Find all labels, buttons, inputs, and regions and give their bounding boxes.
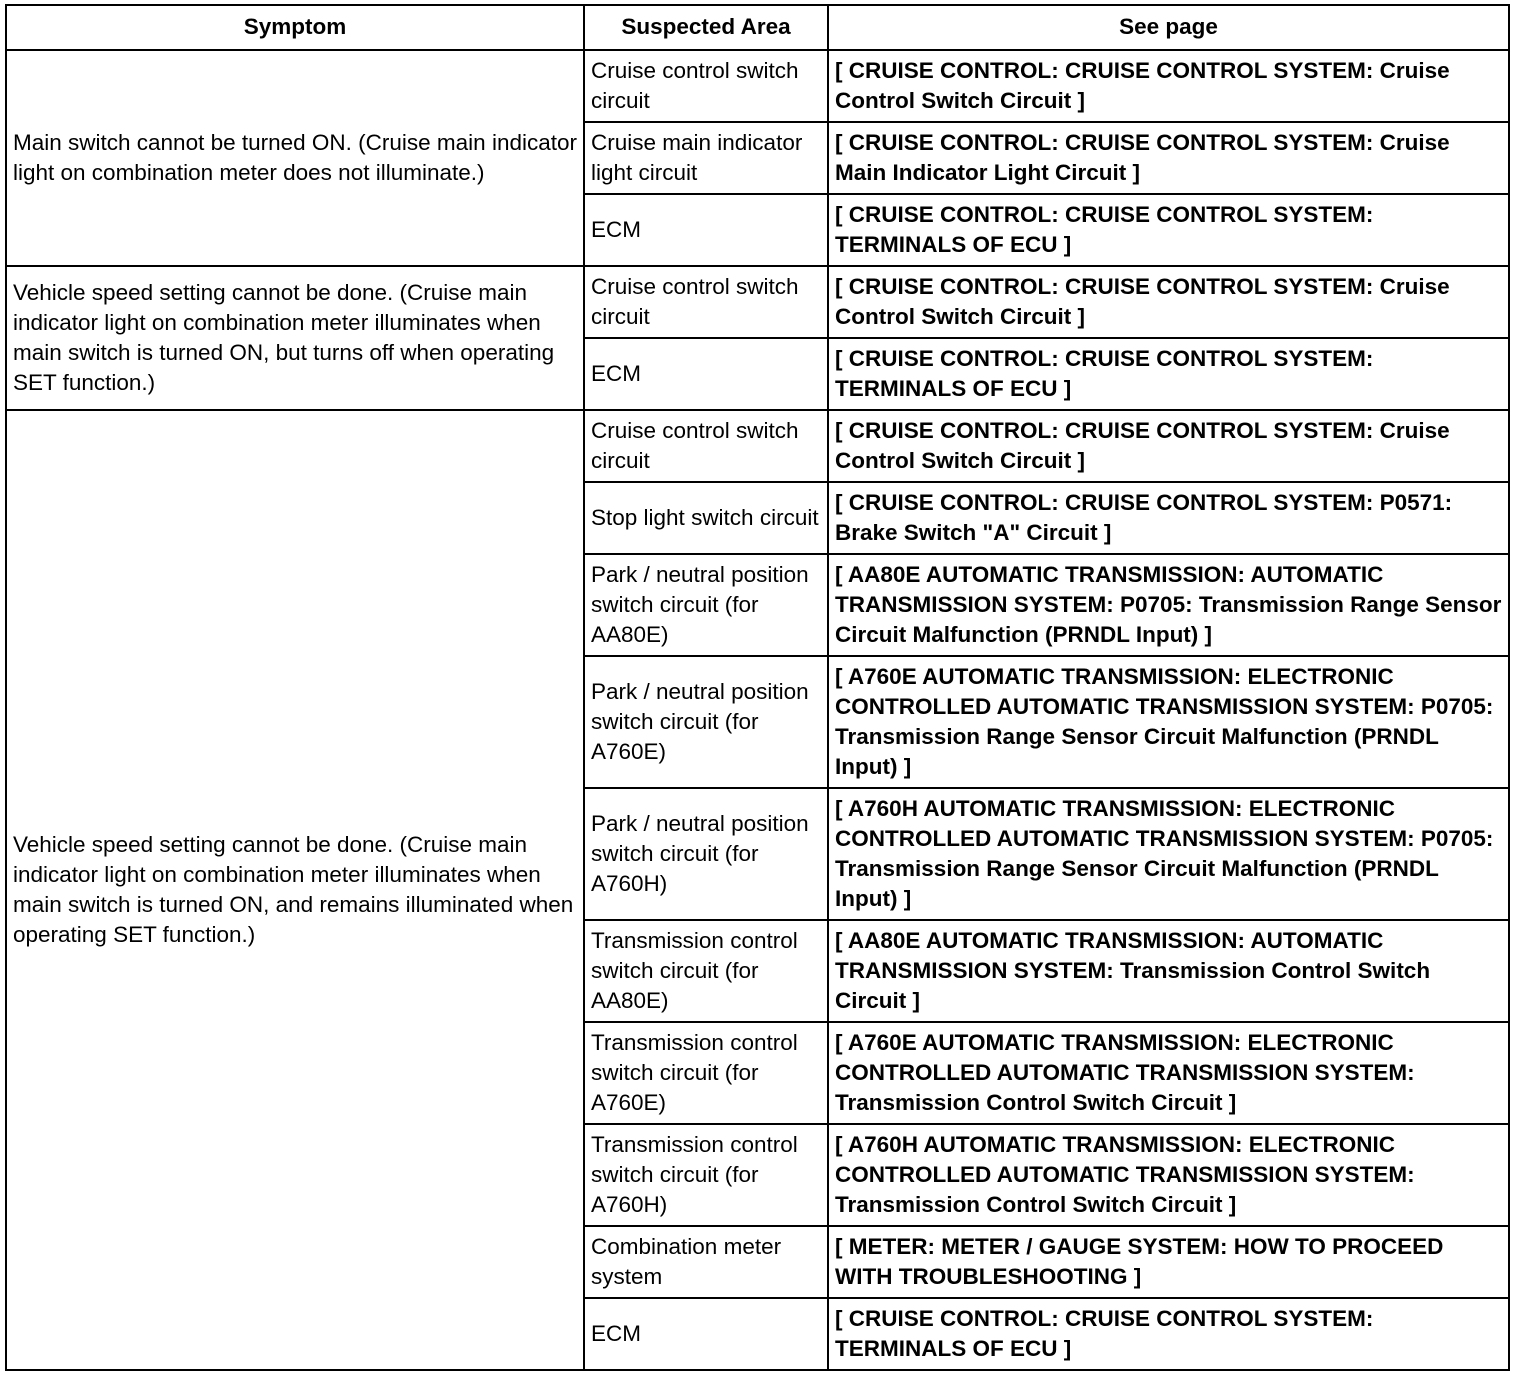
symptom-table [5,4,1510,1371]
see-page-reference: [ CRUISE CONTROL: CRUISE CONTROL SYSTEM: Cruise Main Indicator Light Circuit ] [828,122,1509,194]
suspected-area-cell: Transmission control switch circuit (for A760H) [584,1124,828,1226]
see-page-reference: [ CRUISE CONTROL: CRUISE CONTROL SYSTEM: Cruise Control Switch Circuit ] [828,50,1509,122]
suspected-area-cell: Transmission control switch circuit (for A760E) [584,1022,828,1124]
see-page-reference: [ CRUISE CONTROL: CRUISE CONTROL SYSTEM: TERMINALS OF ECU ] [828,194,1509,266]
symptom-cell: Vehicle speed setting cannot be done. (Cruise main indicator light on combination meter illuminates when main switch is turned ON, but turns off when operating SET function.) [6,266,584,410]
suspected-area-cell: ECM [584,338,828,410]
header-symptom: Symptom [6,5,584,50]
table-row [6,410,1509,482]
symptom-cell: Vehicle speed setting cannot be done. (Cruise main indicator light on combination meter illuminates when main switch is turned ON, and remains illuminated when operating SET function.) [6,410,584,1370]
see-page-reference: [ A760H AUTOMATIC TRANSMISSION: ELECTRONIC CONTROLLED AUTOMATIC TRANSMISSION SYSTEM: Transmission Control Switch Circuit ] [828,1124,1509,1226]
table-row [6,266,1509,338]
header-suspected-area: Suspected Area [584,5,828,50]
see-page-reference: [ CRUISE CONTROL: CRUISE CONTROL SYSTEM: TERMINALS OF ECU ] [828,1298,1509,1370]
suspected-area-cell: Cruise control switch circuit [584,50,828,122]
see-page-reference: [ CRUISE CONTROL: CRUISE CONTROL SYSTEM: Cruise Control Switch Circuit ] [828,266,1509,338]
see-page-reference: [ A760H AUTOMATIC TRANSMISSION: ELECTRONIC CONTROLLED AUTOMATIC TRANSMISSION SYSTEM: P0705: Transmission Range Sensor Circuit Malfunction (PRNDL Input) ] [828,788,1509,920]
see-page-reference: [ CRUISE CONTROL: CRUISE CONTROL SYSTEM: P0571: Brake Switch "A" Circuit ] [828,482,1509,554]
header-see-page: See page [828,5,1509,50]
see-page-reference: [ A760E AUTOMATIC TRANSMISSION: ELECTRONIC CONTROLLED AUTOMATIC TRANSMISSION SYSTEM: Transmission Control Switch Circuit ] [828,1022,1509,1124]
suspected-area-cell: Combination meter system [584,1226,828,1298]
see-page-reference: [ AA80E AUTOMATIC TRANSMISSION: AUTOMATIC TRANSMISSION SYSTEM: Transmission Control Switch Circuit ] [828,920,1509,1022]
symptom-cell: Main switch cannot be turned ON. (Cruise main indicator light on combination meter does not illuminate.) [6,50,584,266]
see-page-reference: [ CRUISE CONTROL: CRUISE CONTROL SYSTEM: Cruise Control Switch Circuit ] [828,410,1509,482]
see-page-reference: [ CRUISE CONTROL: CRUISE CONTROL SYSTEM: TERMINALS OF ECU ] [828,338,1509,410]
table-row [6,50,1509,122]
see-page-reference: [ METER: METER / GAUGE SYSTEM: HOW TO PROCEED WITH TROUBLESHOOTING ] [828,1226,1509,1298]
suspected-area-cell: Cruise main indicator light circuit [584,122,828,194]
suspected-area-cell: Cruise control switch circuit [584,266,828,338]
see-page-reference: [ A760E AUTOMATIC TRANSMISSION: ELECTRONIC CONTROLLED AUTOMATIC TRANSMISSION SYSTEM: P0705: Transmission Range Sensor Circuit Malfunction (PRNDL Input) ] [828,656,1509,788]
suspected-area-cell: Park / neutral position switch circuit (for AA80E) [584,554,828,656]
see-page-reference: [ AA80E AUTOMATIC TRANSMISSION: AUTOMATIC TRANSMISSION SYSTEM: P0705: Transmission Range Sensor Circuit Malfunction (PRNDL Input) ] [828,554,1509,656]
suspected-area-cell: ECM [584,194,828,266]
suspected-area-cell: Cruise control switch circuit [584,410,828,482]
suspected-area-cell: Transmission control switch circuit (for AA80E) [584,920,828,1022]
suspected-area-cell: Stop light switch circuit [584,482,828,554]
suspected-area-cell: ECM [584,1298,828,1370]
suspected-area-cell: Park / neutral position switch circuit (for A760E) [584,656,828,788]
suspected-area-cell: Park / neutral position switch circuit (for A760H) [584,788,828,920]
header-row [6,5,1509,50]
